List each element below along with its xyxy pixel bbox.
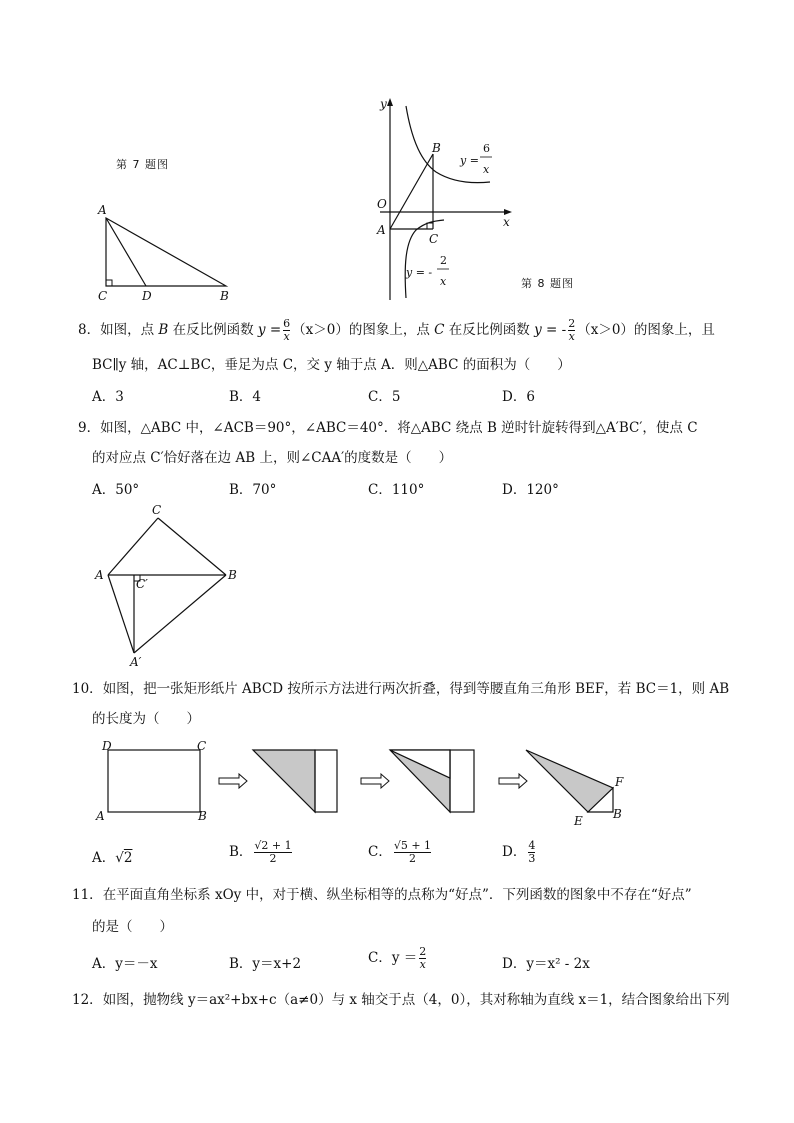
fig7-label-b: B [220, 289, 229, 303]
fig8-label-o: O [377, 197, 387, 211]
question-11-line-2: 的是（ ） [92, 919, 173, 935]
fig9-label-a: A [95, 568, 104, 582]
q11-option-a: A．y＝－x [92, 956, 158, 972]
question-10-line-2: 的长度为（ ） [92, 711, 200, 727]
figure-8-graph [360, 92, 520, 304]
fig8-upper-den: x [483, 163, 490, 176]
question-9-line-1: 9．如图，△ABC 中，∠ACB＝90°，∠ABC＝40°．将△ABC 绕点 B 逆时针旋转得到△A′BC′，使点 C [78, 420, 698, 436]
fig10-label-c: C [197, 739, 207, 753]
fig10-label-b2: B [613, 807, 622, 821]
fig10-label-e: E [574, 814, 583, 828]
fig9-label-a-prime: A′ [130, 655, 142, 669]
question-8-line-1: 8．如图，点 B 在反比例函数 y = $\frac{6}{x}$ （x＞0）的图象上，点 C 在反比例函数 y = - $\frac{2}{x}$ （x＞0）的图象上，且 [78, 317, 715, 343]
fig8-upper-lhs: y = [460, 154, 479, 167]
fig7-label-a: A [98, 203, 107, 217]
fig9-label-c: C [152, 503, 162, 517]
q9-option-a: A．50° [92, 482, 140, 498]
fig10-label-a: A [96, 809, 105, 823]
fig9-label-b: B [228, 568, 237, 582]
figure-10-folding [94, 738, 654, 830]
q11-option-b: B．y＝x+2 [229, 956, 302, 972]
fig8-label-c: C [429, 232, 439, 246]
q10-option-b: B． $\frac{√2 + 1}{2}$ [229, 839, 292, 865]
fig7-label-c: C [98, 289, 108, 303]
q10-option-a: A．√2 [92, 850, 133, 866]
fig8-upper-num: 6 [483, 142, 490, 155]
question-8-line-2: BC∥y 轴，AC⊥BC，垂足为点 C，交 y 轴于点 A．则△ABC 的面积为（ ） [92, 357, 571, 373]
fig10-label-f: F [615, 775, 624, 789]
fig8-lower-den: x [440, 275, 447, 288]
fig10-label-d: D [102, 739, 112, 753]
fig8-lower-lhs: y = - [406, 266, 433, 279]
q8-option-a: A．3 [92, 389, 124, 405]
q11-option-c: C．y ＝ $\frac{2}{x}$ [368, 945, 427, 971]
q9-option-c: C．110° [368, 482, 425, 498]
question-10-line-1: 10．如图，把一张矩形纸片 ABCD 按所示方法进行两次折叠，得到等腰直角三角形 BEF，若 BC＝1，则 AB [72, 681, 730, 697]
fig9-label-c-prime: C′ [136, 577, 148, 591]
q8-option-d: D．6 [502, 389, 535, 405]
fig10-label-b: B [198, 809, 207, 823]
fig8-label-x: x [503, 215, 510, 229]
q10-option-c: C． $\frac{√5 + 1}{2}$ [368, 839, 432, 865]
q9-option-b: B．70° [229, 482, 277, 498]
figure-9-rotation [90, 500, 250, 670]
fig8-label-a: A [377, 223, 386, 237]
q11-option-d: D．y＝x² - 2x [502, 956, 590, 972]
question-12-line-1: 12．如图，抛物线 y＝ax²+bx+c（a≠0）与 x 轴交于点（4，0），其对称轴为直线 x＝1，结合图象给出下列 [72, 992, 730, 1008]
q9-option-d: D．120° [502, 482, 559, 498]
fig7-label-d: D [142, 289, 152, 303]
q8-option-b: B．4 [229, 389, 262, 405]
fig8-label-b: B [432, 141, 441, 155]
fig8-lower-num: 2 [440, 254, 447, 267]
figure-7-caption: 第 7 题图 [116, 158, 169, 171]
q10-option-d: D． $\frac{4}{3}$ [502, 839, 536, 865]
figure-8-caption: 第 8 题图 [521, 277, 574, 290]
question-11-line-1: 11．在平面直角坐标系 xOy 中，对于横、纵坐标相等的点称为“好点”．下列函数的图象中不存在“好点” [72, 887, 692, 903]
question-9-line-2: 的对应点 C′恰好落在边 AB 上，则∠CAA′的度数是（ ） [92, 450, 453, 466]
q8-option-c: C．5 [368, 389, 401, 405]
figure-7-triangle [92, 200, 242, 305]
fig8-label-y: y [380, 97, 387, 111]
